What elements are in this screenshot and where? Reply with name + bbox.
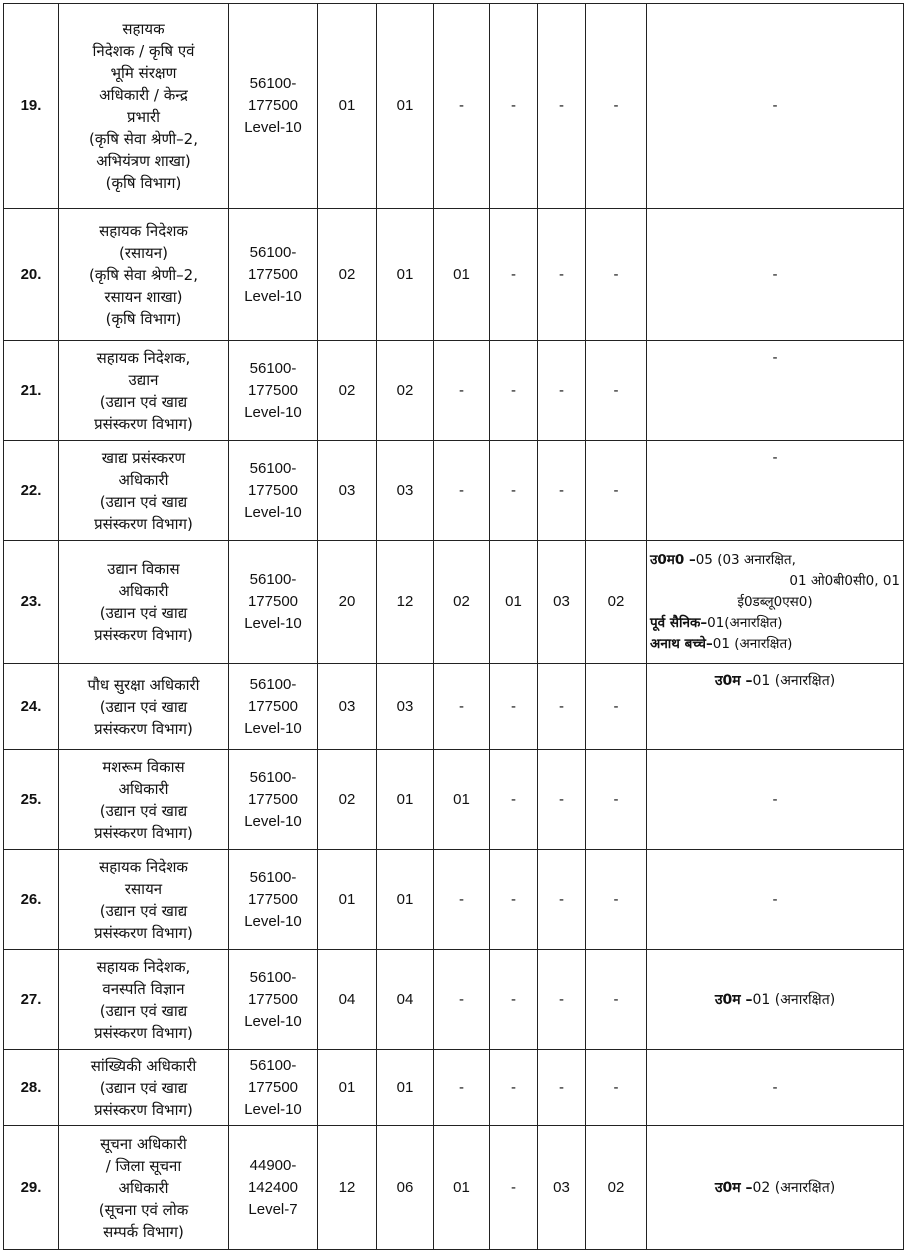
remarks: - [647,341,904,441]
table-row [4,441,904,541]
count-col-5: - [538,341,586,441]
remarks: - [647,850,904,950]
count-col-5: - [538,750,586,850]
count-col-2: 01 [377,750,434,850]
serial-number: 19. [4,4,59,209]
count-col-2: 12 [377,541,434,664]
count-col-5: - [538,209,586,341]
remarks: उ0म –01 (अनारक्षित) [647,664,904,750]
post-name: सांख्यिकी अधिकारी (उद्यान एवं खाद्य प्रसंस्करण विभाग) [59,1050,229,1126]
table-row [4,850,904,950]
count-col-2: 01 [377,4,434,209]
post-name: सहायक निदेशक / कृषि एवं भूमि संरक्षण अधिकारी / केन्द्र प्रभारी (कृषि सेवा श्रेणी–2, अभियंत्रण शाखा) (कृषि विभाग) [59,4,229,209]
post-name: सहायक निदेशक, वनस्पति विज्ञान (उद्यान एवं खाद्य प्रसंस्करण विभाग) [59,950,229,1050]
remarks: - [647,750,904,850]
serial-number: 21. [4,341,59,441]
table-row [4,750,904,850]
pay-scale: 56100- 177500 Level-10 [229,750,318,850]
total-posts: 01 [318,850,377,950]
pay-scale: 56100- 177500 Level-10 [229,441,318,541]
count-col-5: - [538,4,586,209]
count-col-4: 01 [490,541,538,664]
count-col-2: 01 [377,1050,434,1126]
count-col-4: - [490,850,538,950]
total-posts: 02 [318,209,377,341]
total-posts: 03 [318,441,377,541]
serial-number: 28. [4,1050,59,1126]
table-row [4,664,904,750]
count-col-3: - [434,850,490,950]
count-col-3: - [434,4,490,209]
count-col-2: 04 [377,950,434,1050]
count-col-4: - [490,664,538,750]
total-posts: 20 [318,541,377,664]
post-name: उद्यान विकास अधिकारी (उद्यान एवं खाद्य प्रसंस्करण विभाग) [59,541,229,664]
count-col-6: - [586,664,647,750]
table-row [4,4,904,209]
remarks: - [647,4,904,209]
serial-number: 23. [4,541,59,664]
remarks [647,541,904,664]
count-col-4: - [490,750,538,850]
pay-scale: 56100- 177500 Level-10 [229,850,318,950]
pay-scale: 56100- 177500 Level-10 [229,950,318,1050]
count-col-4: - [490,4,538,209]
count-col-5: 03 [538,1126,586,1250]
count-col-6: - [586,850,647,950]
serial-number: 25. [4,750,59,850]
serial-number: 27. [4,950,59,1050]
count-col-5: - [538,850,586,950]
remarks: उ0म –02 (अनारक्षित) [647,1126,904,1250]
count-col-2: 03 [377,664,434,750]
pay-scale: 56100- 177500 Level-10 [229,541,318,664]
remarks-line: ई0डब्लू0एस0) [737,593,813,610]
count-col-6: 02 [586,541,647,664]
total-posts: 01 [318,4,377,209]
total-posts: 01 [318,1050,377,1126]
count-col-3: 01 [434,209,490,341]
post-name: पौध सुरक्षा अधिकारी (उद्यान एवं खाद्य प्रसंस्करण विभाग) [59,664,229,750]
count-col-2: 01 [377,850,434,950]
post-name: सहायक निदेशक रसायन (उद्यान एवं खाद्य प्रसंस्करण विभाग) [59,850,229,950]
count-col-5: - [538,664,586,750]
pay-scale: 56100- 177500 Level-10 [229,209,318,341]
count-col-4: - [490,209,538,341]
count-col-3: 01 [434,750,490,850]
count-col-4: - [490,1126,538,1250]
count-col-3: - [434,441,490,541]
vacancy-table [3,3,904,1250]
table-row [4,341,904,441]
count-col-6: - [586,209,647,341]
count-col-5: - [538,950,586,1050]
total-posts: 02 [318,750,377,850]
count-col-5: - [538,1050,586,1126]
count-col-6: - [586,1050,647,1126]
pay-scale: 44900- 142400 Level-7 [229,1126,318,1250]
serial-number: 24. [4,664,59,750]
post-name: सूचना अधिकारी / जिला सूचना अधिकारी (सूचना एवं लोक सम्पर्क विभाग) [59,1126,229,1250]
post-name: सहायक निदेशक (रसायन) (कृषि सेवा श्रेणी–2, रसायन शाखा) (कृषि विभाग) [59,209,229,341]
count-col-2: 03 [377,441,434,541]
post-name: मशरूम विकास अधिकारी (उद्यान एवं खाद्य प्रसंस्करण विभाग) [59,750,229,850]
remarks-line: उ0म0 –05 (03 अनारक्षित, [650,551,796,568]
count-col-3: - [434,950,490,1050]
serial-number: 26. [4,850,59,950]
table-row [4,209,904,341]
count-col-3: 02 [434,541,490,664]
count-col-4: - [490,1050,538,1126]
pay-scale: 56100- 177500 Level-10 [229,341,318,441]
count-col-3: - [434,664,490,750]
pay-scale: 56100- 177500 Level-10 [229,4,318,209]
count-col-2: 01 [377,209,434,341]
post-name: सहायक निदेशक, उद्यान (उद्यान एवं खाद्य प्रसंस्करण विभाग) [59,341,229,441]
remarks: - [647,441,904,541]
count-col-2: 02 [377,341,434,441]
total-posts: 03 [318,664,377,750]
count-col-3: 01 [434,1126,490,1250]
pay-scale: 56100- 177500 Level-10 [229,1050,318,1126]
table-row [4,541,904,664]
remarks: उ0म –01 (अनारक्षित) [647,950,904,1050]
table-row [4,950,904,1050]
count-col-6: - [586,4,647,209]
count-col-5: 03 [538,541,586,664]
remarks-line: अनाथ बच्चे–01 (अनारक्षित) [650,635,793,652]
count-col-6: - [586,441,647,541]
count-col-3: - [434,341,490,441]
total-posts: 02 [318,341,377,441]
post-name: खाद्य प्रसंस्करण अधिकारी (उद्यान एवं खाद्य प्रसंस्करण विभाग) [59,441,229,541]
total-posts: 12 [318,1126,377,1250]
remarks: - [647,1050,904,1126]
total-posts: 04 [318,950,377,1050]
table-row [4,1126,904,1250]
serial-number: 20. [4,209,59,341]
count-col-4: - [490,441,538,541]
count-col-5: - [538,441,586,541]
serial-number: 22. [4,441,59,541]
remarks: - [647,209,904,341]
remarks-line: पूर्व सैनिक–01(अनारक्षित) [650,614,783,631]
count-col-4: - [490,341,538,441]
count-col-3: - [434,1050,490,1126]
pay-scale: 56100- 177500 Level-10 [229,664,318,750]
count-col-6: - [586,950,647,1050]
count-col-6: - [586,750,647,850]
count-col-2: 06 [377,1126,434,1250]
remarks-line: 01 ओ0बी0सी0, 01 [789,572,900,589]
serial-number: 29. [4,1126,59,1250]
table-row [4,1050,904,1126]
count-col-6: 02 [586,1126,647,1250]
count-col-6: - [586,341,647,441]
count-col-4: - [490,950,538,1050]
